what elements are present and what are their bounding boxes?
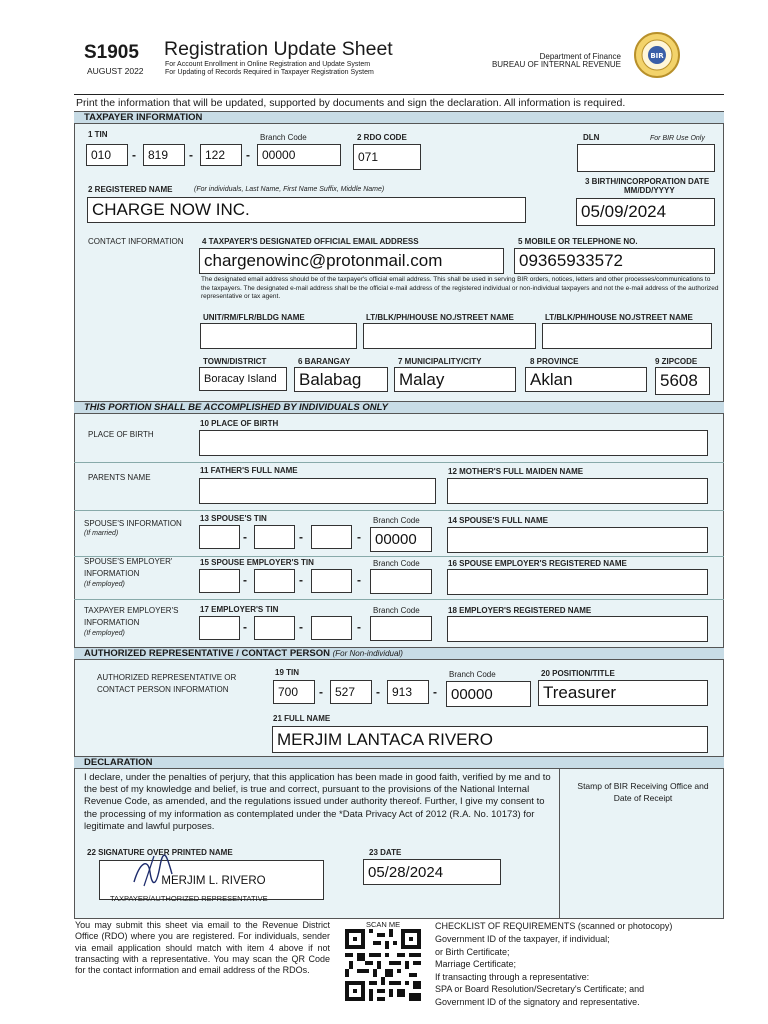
submit-instructions: You may submit this sheet via email to the Revenue District Office (RDO) where you are registered. For individuals, sender via email application should match with item 4 above if not transacting with a representative. You may scan the QR Code for the contact information and email address of the RDOs. xyxy=(75,920,330,976)
rdo-code-label: 2 RDO CODE xyxy=(357,133,407,142)
mother-name-field[interactable] xyxy=(447,478,708,504)
form-subtitle-1: For Account Enrollment in Online Registration and Update System xyxy=(165,61,371,68)
spouse-employer-tin-part-2[interactable] xyxy=(254,569,295,593)
representative-tin-part-3[interactable]: 913 xyxy=(387,680,429,704)
street-field[interactable] xyxy=(363,323,536,349)
checklist xyxy=(435,933,644,1008)
barangay-label: 6 BARANGAY xyxy=(298,357,351,366)
checklist-item: Government ID of the taxpayer, if individual; xyxy=(435,934,610,944)
section-declaration: DECLARATION xyxy=(74,756,724,769)
tin-dash: - xyxy=(319,685,323,699)
tin-dash: - xyxy=(243,530,247,544)
spouse-tin-part-1[interactable] xyxy=(199,525,240,549)
spouse-name-field[interactable] xyxy=(447,527,708,553)
representative-tin-label: 19 TIN xyxy=(275,668,300,677)
representative-branch-label: Branch Code xyxy=(449,670,496,679)
spouse-tin-part-2[interactable] xyxy=(254,525,295,549)
stamp-label: Stamp of BIR Receiving Office and Date of Receipt xyxy=(577,781,709,803)
tin-label: 1 TIN xyxy=(88,130,108,139)
phone-field[interactable]: 09365933572 xyxy=(514,248,715,274)
tin-dash: - xyxy=(299,530,303,544)
registered-name-field[interactable]: CHARGE NOW INC. xyxy=(87,197,526,223)
spouse-branch-label: Branch Code xyxy=(373,516,420,525)
dln-note: For BIR Use Only xyxy=(650,135,705,142)
employer-name-field[interactable] xyxy=(447,616,708,642)
street-label: LT/BLK/PH/HOUSE NO./STREET NAME xyxy=(366,313,514,322)
registered-name-note: (For individuals, Last Name, First Name Suffix, Middle Name) xyxy=(194,186,385,193)
checklist-item: SPA or Board Resolution/Secretary's Certificate; and xyxy=(435,984,645,994)
instruction-text: Print the information that will be updated, supported by documents and sign the declaration. All information is required. xyxy=(76,97,626,109)
signature-printed-name: MERJIM L. RIVERO xyxy=(161,875,266,887)
section-representative-title: AUTHORIZED REPRESENTATIVE / CONTACT PERSON xyxy=(84,648,330,659)
tin-dash: - xyxy=(299,573,303,587)
street-field-2[interactable] xyxy=(542,323,712,349)
spouse-tin-label: 13 SPOUSE'S TIN xyxy=(200,514,267,523)
taxpayer-employer-label-2: INFORMATION xyxy=(84,618,140,627)
position-field[interactable]: Treasurer xyxy=(538,680,708,706)
street-label-2: LT/BLK/PH/HOUSE NO./STREET NAME xyxy=(545,313,693,322)
municipality-field[interactable]: Malay xyxy=(394,367,516,392)
branch-code-field[interactable]: 00000 xyxy=(257,144,341,166)
taxpayer-employer-label-1: TAXPAYER EMPLOYER'S xyxy=(84,606,179,615)
declaration-text: I declare, under the penalties of perjury, that this application has been made in good faith, verified by me and to the best of my knowledge and belief, is true and correct, pursuant to the provisions of the National Internal Revenue Code, as amended, and the regulations issued under authority thereof. Further, I give my consent to the processing of my information as contemplated under the *Data Privacy Act of 2012 (R.A. No. 10173) for legitimate and lawful purposes. xyxy=(84,772,551,832)
section-authorized-representative xyxy=(74,647,724,660)
spouse-employer-note: (If employed) xyxy=(84,581,125,588)
email-field[interactable]: chargenowinc@protonmail.com xyxy=(199,248,504,274)
employer-tin-part-1[interactable] xyxy=(199,616,240,640)
tin-dash: - xyxy=(132,148,136,162)
section-individuals-only: THIS PORTION SHALL BE ACCOMPLISHED BY INDIVIDUALS ONLY xyxy=(74,401,724,414)
form-number: S1905 xyxy=(84,42,139,63)
tin-dash: - xyxy=(357,620,361,634)
birth-date-format: MM/DD/YYYY xyxy=(624,186,675,195)
bureau-name: BUREAU OF INTERNAL REVENUE xyxy=(491,60,621,69)
phone-label: 5 MOBILE OR TELEPHONE NO. xyxy=(518,237,638,246)
province-label: 8 PROVINCE xyxy=(530,357,579,366)
checklist-item: or Birth Certificate; xyxy=(435,946,510,957)
date-field[interactable]: 05/28/2024 xyxy=(363,859,501,885)
spouse-info-note: (If married) xyxy=(84,530,119,537)
spouse-employer-branch-field[interactable] xyxy=(370,569,432,594)
tin-dash: - xyxy=(376,685,380,699)
spouse-employer-label-1: SPOUSE'S EMPLOYER' xyxy=(84,557,173,566)
tin-dash: - xyxy=(299,620,303,634)
bir-seal-icon xyxy=(633,31,681,79)
tin-dash: - xyxy=(357,573,361,587)
scan-me-label: SCAN ME xyxy=(366,920,401,929)
branch-code-label: Branch Code xyxy=(260,133,307,142)
handwritten-signature-icon xyxy=(130,852,175,892)
tin-part-3[interactable]: 122 xyxy=(200,144,242,166)
municipality-label: 7 MUNICIPALITY/CITY xyxy=(398,357,482,366)
zipcode-field[interactable]: 5608 xyxy=(655,367,710,395)
tin-part-1[interactable]: 010 xyxy=(86,144,128,166)
barangay-field[interactable]: Balabag xyxy=(294,367,388,392)
signature-role: TAXPAYER/AUTHORIZED REPRESENTATIVE xyxy=(110,894,268,903)
spouse-employer-tin-label: 15 SPOUSE EMPLOYER'S TIN xyxy=(200,558,314,567)
tin-dash: - xyxy=(243,573,247,587)
position-label: 20 POSITION/TITLE xyxy=(541,669,615,678)
representative-fullname-label: 21 FULL NAME xyxy=(273,714,331,723)
spouse-employer-tin-part-3[interactable] xyxy=(311,569,352,593)
birth-date-field[interactable]: 05/09/2024 xyxy=(576,198,715,226)
signature-label: 22 SIGNATURE OVER PRINTED NAME xyxy=(87,848,233,857)
representative-tin-part-1[interactable]: 700 xyxy=(273,680,315,704)
employer-branch-field[interactable] xyxy=(370,616,432,641)
town-label: TOWN/DISTRICT xyxy=(203,357,267,366)
province-field[interactable]: Aklan xyxy=(525,367,647,392)
dln-field[interactable] xyxy=(577,144,715,172)
form-date: AUGUST 2022 xyxy=(87,66,144,76)
representative-tin-part-2[interactable]: 527 xyxy=(330,680,372,704)
place-of-birth-field[interactable] xyxy=(199,430,708,456)
spouse-tin-part-3[interactable] xyxy=(311,525,352,549)
taxpayer-employer-note: (If employed) xyxy=(84,630,125,637)
tin-part-2[interactable]: 819 xyxy=(143,144,185,166)
spouse-employer-name-label: 16 SPOUSE EMPLOYER'S REGISTERED NAME xyxy=(448,559,627,568)
contact-info-label: CONTACT INFORMATION xyxy=(88,237,184,246)
dln-label: DLN xyxy=(583,133,600,142)
registered-name-label: 2 REGISTERED NAME xyxy=(88,185,173,194)
checklist-title: CHECKLIST OF REQUIREMENTS (scanned or photocopy) xyxy=(435,921,673,931)
spouse-employer-tin-part-1[interactable] xyxy=(199,569,240,593)
spouse-employer-name-field[interactable] xyxy=(447,569,708,595)
date-label: 23 DATE xyxy=(369,848,402,857)
email-note: The designated email address should be of the taxpayer's official email address. This shall be used in serving BIR orders, notices, letters and other processes/communications to the taxpayers. The designated e-mail address shall be the official e-mail address of the registered individual or non-individual taxpayers and not the e-mail address of the authorized representative or tax agent. xyxy=(201,276,719,300)
representative-info-label-1: AUTHORIZED REPRESENTATIVE OR xyxy=(97,673,237,682)
place-of-birth-field-label: 10 PLACE OF BIRTH xyxy=(200,419,279,428)
seal-text: BIR xyxy=(650,52,664,60)
representative-fullname-field[interactable]: MERJIM LANTACA RIVERO xyxy=(272,726,708,753)
birth-date-label: 3 BIRTH/INCORPORATION DATE xyxy=(585,177,710,186)
form-title: Registration Update Sheet xyxy=(164,38,393,60)
section-taxpayer-information: TAXPAYER INFORMATION xyxy=(74,111,724,124)
employer-branch-label: Branch Code xyxy=(373,606,420,615)
checklist-item: Marriage Certificate; xyxy=(435,959,517,969)
tin-dash: - xyxy=(357,530,361,544)
spouse-employer-branch-label: Branch Code xyxy=(373,559,420,568)
spouse-employer-label-2: INFORMATION xyxy=(84,569,140,578)
parents-name-label: PARENTS NAME xyxy=(88,473,151,482)
place-of-birth-label: PLACE OF BIRTH xyxy=(88,430,154,439)
employer-tin-part-2[interactable] xyxy=(254,616,295,640)
employer-tin-part-3[interactable] xyxy=(311,616,352,640)
spouse-branch-field[interactable]: 00000 xyxy=(370,527,432,552)
spouse-name-label: 14 SPOUSE'S FULL NAME xyxy=(448,516,548,525)
father-name-field[interactable] xyxy=(199,478,436,504)
form-subtitle-2: For Updating of Records Required in Taxpayer Registration System xyxy=(165,69,374,76)
town-field[interactable]: Boracay Island xyxy=(199,367,287,391)
employer-name-label: 18 EMPLOYER'S REGISTERED NAME xyxy=(448,606,592,615)
tin-dash: - xyxy=(189,148,193,162)
tin-dash: - xyxy=(433,685,437,699)
unit-field[interactable] xyxy=(200,323,357,349)
unit-label: UNIT/RM/FLR/BLDG NAME xyxy=(203,313,305,322)
qr-code-icon[interactable] xyxy=(345,929,421,1001)
zipcode-label: 9 ZIPCODE xyxy=(655,357,698,366)
spouse-info-label: SPOUSE'S INFORMATION xyxy=(84,519,182,528)
section-representative-note: (For Non-individual) xyxy=(332,649,403,658)
mother-name-label: 12 MOTHER'S FULL MAIDEN NAME xyxy=(448,467,584,476)
rdo-code-field[interactable]: 071 xyxy=(353,144,421,170)
father-name-label: 11 FATHER'S FULL NAME xyxy=(200,466,298,475)
department-name: Department of Finance xyxy=(539,52,621,61)
checklist-item: If transacting through a representative: xyxy=(435,971,590,982)
tin-dash: - xyxy=(243,620,247,634)
employer-tin-label: 17 EMPLOYER'S TIN xyxy=(200,605,279,614)
checklist-item: Government ID of the signatory and representative. xyxy=(435,996,640,1007)
representative-info-label-2: CONTACT PERSON INFORMATION xyxy=(97,685,229,694)
email-label: 4 TAXPAYER'S DESIGNATED OFFICIAL EMAIL ADDRESS xyxy=(202,237,419,246)
representative-branch-field[interactable]: 00000 xyxy=(446,681,531,707)
tin-dash: - xyxy=(246,148,250,162)
